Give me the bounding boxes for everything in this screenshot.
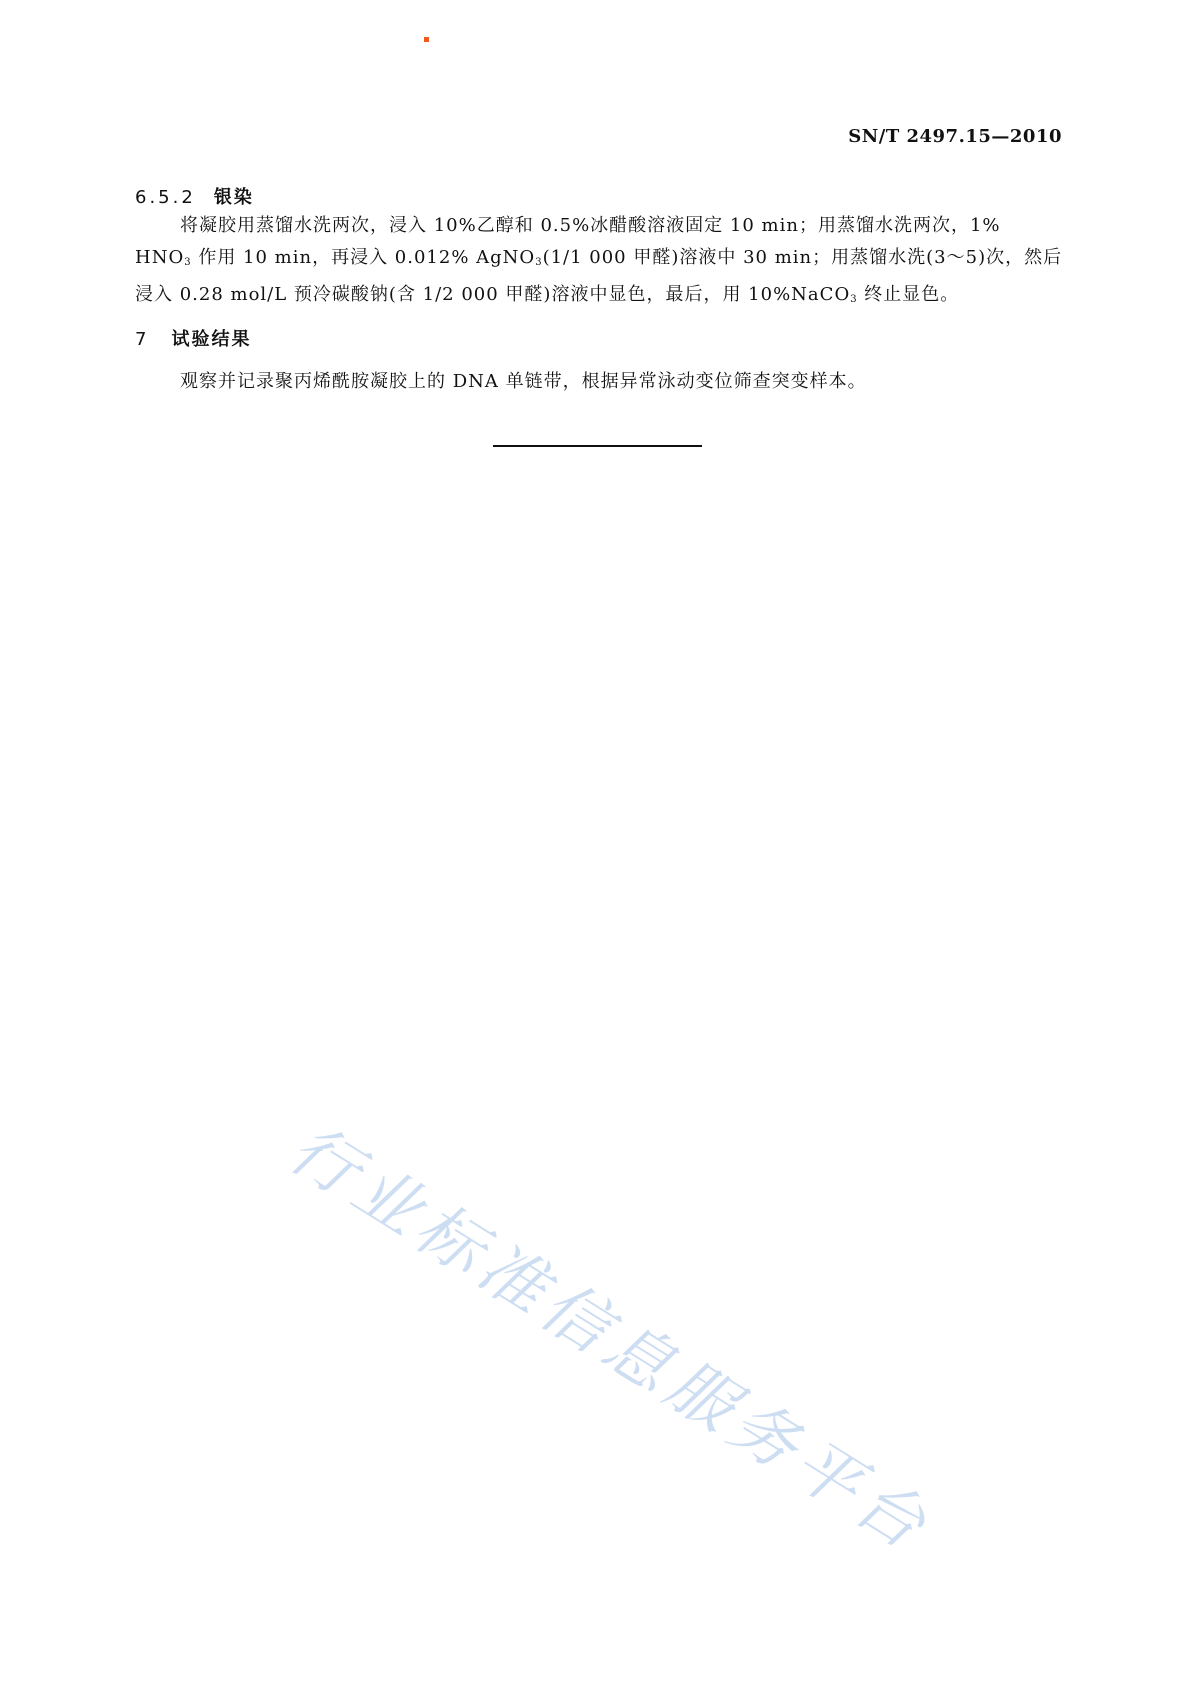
section-number: 6.5.2 (135, 187, 196, 208)
paragraph-line-1: 将凝胶用蒸馏水洗两次，浸入 10%乙醇和 0.5%冰醋酸溶液固定 10 min；用蒸馏水洗两次，1% (180, 215, 1001, 236)
paragraph-line: 观察并记录聚丙烯酰胺凝胶上的 DNA 单链带，根据异常泳动变位筛查突变样本。 (180, 371, 867, 392)
section-heading-6-5-2 (135, 183, 254, 209)
silver-staining-paragraph (135, 210, 1063, 316)
end-rule (493, 445, 702, 447)
standard-number: SN/T 2497.15—2010 (848, 126, 1062, 147)
paragraph-line-2: $HNO_3$ 作用 10 min，再浸入 0.012% AgNO$_3$(1/1 000 甲醛)溶液中 30 min；用蒸馏水洗(3～5)次，然后 (135, 247, 1063, 268)
paragraph-line-3: 浸入 0.28 mol/L 预冷碳酸钠(含 1/2 000 甲醛)溶液中显色，最后，用 10%NaCO$_3$ 终止显色。 (135, 284, 960, 305)
section-heading-7 (135, 325, 251, 351)
test-results-paragraph (135, 366, 1063, 398)
orange-marker (424, 37, 429, 42)
watermark: 行业标准信息服务平台 (276, 1109, 945, 1568)
section-title: 试验结果 (171, 329, 252, 350)
section-number: 7 (135, 329, 150, 350)
section-title: 银染 (213, 187, 254, 208)
